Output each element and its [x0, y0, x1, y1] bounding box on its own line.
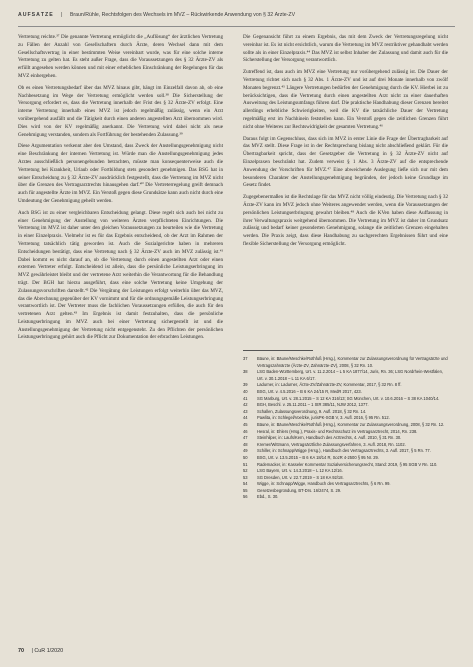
footnote-text: Rademacker, in: Kasseler Kommentar Sozialversicherungsrecht, Stand: 2019, § 95 SGB V Rn. 110. — [257, 461, 438, 467]
footnote — [243, 468, 448, 475]
paragraph: Vertretung reichte.³⁷ Die genannte Vertretung ermöglicht die „Auflösung“ der ärztlichen Vertretung zu Fällen der Anzahl von Gesellschaftern durch Ärzte, deren Wechsel dann mit dem Gesellschaftsvertrag in einer bestimmten Weise vereinbart wurde, was für eine solche interne Vertretung zu gelten hat. Es steht außer Frage, dass die Voraussetzungen des § 32 Ärzte-ZV als erfüllt angesehen werden können und mit einer erheblichen Einschränkung der Regelungen für das MVZ einhergehen. — [18, 34, 223, 79]
footnote-number: 49 — [243, 448, 248, 454]
running-header — [18, 12, 455, 24]
footnote — [243, 475, 448, 482]
footnote-text: Ebd., S. 30. — [257, 494, 279, 500]
running-title: Braun/Rühle, Rechtsfolgen des Wechsels im MVZ – Rückwirkende Anwendung von § 32 Ärzte-ZV — [69, 12, 296, 18]
footnote-text: LSG Bayern, Urt. v. 14.3.2018 – L 12 KA 12/16. — [257, 468, 343, 474]
footnote-text: SG Marburg, Urt. v. 28.1.2015 – S 12 KA 316/13; SG München, Urt. v. 10.6.2016 – S 38 KA 1040/14. — [257, 395, 440, 401]
footnote — [243, 409, 448, 416]
footnote-text: BGH, Beschl. v. 25.11.2011 – 1 StR 385/11, NJW 2012, 1377. — [257, 402, 369, 408]
footnote-number: 52 — [243, 468, 248, 474]
journal-name: CuR 1/2020 — [34, 648, 64, 654]
footnote-text: Ladurner, in: Ladurner, Ärzte-ZV/Zahnärzte-ZV, Kommentar, 2017, § 32 Rn. 8 ff. — [257, 382, 402, 388]
paragraph: Ob es einen Vertretungsbedarf über das MVZ hinaus gibt, hängt im Einzelfall davon ab, ob eine Nachbesetzung im Wege der Vertretung ermöglicht werden soll.³⁸ Die Sicherstellung der Versorgung erfordert es, dass die Vertretung innerhalb der Frist des § 32 Ärzte-ZV erfolgt. Eine interne Vertretung innerhalb eines MVZ ist jedoch regelmäßig zulässig, wenn ein Arzt vorübergehend ausfällt und die Tätigkeit durch einen anderen angestellten Arzt übernommen wird. Dies wird von der KV regelmäßig anerkannt. Die Vertretung wird dabei nicht als neue Genehmigung verstanden, sondern als Fortführung der bestehenden Zulassung.³⁹ — [18, 84, 223, 138]
header-separator: | — [61, 12, 63, 18]
footnotes — [243, 356, 448, 627]
footnote — [243, 481, 448, 488]
footnote-number: 39 — [243, 382, 248, 388]
footnote — [243, 455, 448, 462]
right-column — [243, 34, 448, 345]
footnote-text: BSG, Urt. v. 13.5.2015 – B 6 KA 18/14 R, SozR 4-2500 § 95 Nr. 29. — [257, 454, 379, 460]
footnote — [243, 382, 448, 389]
page-footer — [18, 648, 455, 658]
paragraph: Diese Argumentation verkennt aber den Umstand, dass Zweck der Anstellungsgenehmigung nicht eine Beschränkung der internen Vertretung ist. Würde man die Anstellungsgenehmigung jedes Arztes ausschließlich personengebunden betrachten, müsste man konsequenterweise auch die Vertretung bei Krankheit, Urlaub oder Fortbildung stets gesondert genehmigen. Das BSG hat in seiner Entscheidung zu § 32 Ärzte-ZV ausdrücklich festgestellt, dass die Vertretung im MVZ nicht über die Grenzen des Vertragsarztrechts hinausgehen darf.⁴⁰ Die Vertreterregelung greift demnach auch für angestellte Ärzte im MVZ. Ein Verstoß gegen diese Grundsätze kann auch nicht durch eine Umdeutung der Genehmigung geheilt werden. — [18, 143, 223, 204]
footnote-number: 37 — [243, 356, 248, 361]
footnote — [243, 396, 448, 403]
footnote-number: 46 — [243, 428, 248, 434]
paragraph: Zutreffend ist, dass auch im MVZ eine Vertretung nur vorübergehend zulässig ist. Die Dauer der Vertretung richtet sich nach § 32 Abs. 1 Ärzte-ZV und ist auf drei Monate innerhalb von zwölf Monaten begrenzt.⁴⁵ Längere Vertretungen bedürfen der Genehmigung durch die KV. Hierbei ist zu berücksichtigen, dass die Vertretung durch einen angestellten Arzt nicht zu einer dauerhaften Ausweitung des Leistungsumfangs führen darf. Die praktische Handhabung dieser Grenzen bereitet allerdings erhebliche Schwierigkeiten, weil die KV die tatsächliche Dauer der Vertretung regelmäßig erst im Nachhinein feststellen kann. Ein Verstoß gegen die zeitlichen Grenzen führt nicht ohne Weiteres zur Rechtswidrigkeit der gesamten Vertretung.⁴⁶ — [243, 69, 448, 130]
paragraph: Daraus folgt im Gegenschluss, dass sich im MVZ in erster Linie die Frage der Übertragbarkeit auf das MVZ stellt. Diese Frage ist in der Rechtsprechung bislang nicht abschließend geklärt. Für die Übertragbarkeit spricht, dass der Gesetzgeber die Vertretung in § 32 Ärzte-ZV nicht auf Einzelpraxen beschränkt hat. Zudem verweist § 1 Abs. 3 Ärzte-ZV auf die entsprechende Anwendung der Vorschriften für MVZ.⁴⁷ Eine abweichende Auslegung ließe sich nur mit dem besonderen Charakter der Anstellungsgenehmigung begründen, der jedoch keine Grundlage im Gesetz findet. — [243, 135, 448, 189]
footnote-text: LSG Baden-Württemberg, Urt. v. 11.2.2014 – L 5 KA 1877/14, Juris, Rn. 36; LSG Nordrhein-Westfalen, Urt. v. 30.1.2018 – L 11 KA 6/17. — [257, 369, 443, 381]
footnote-text: Bäune, in: Bäune/Meschke/Rothfuß (Hrsg.), Kommentar zur Zulassungsverordnung für Vertragsärzte und Vertragszahnärzte (Ärzte-ZV, Zahnärzte-ZV), 2008, § 32 Rn. 10. — [257, 356, 448, 368]
left-column — [18, 34, 223, 627]
footnote — [243, 402, 448, 409]
footnote-number: 55 — [243, 487, 248, 493]
footnote-number: 41 — [243, 395, 248, 401]
section-label: AUFSÄTZE — [18, 12, 54, 18]
footnote-number: 45 — [243, 421, 248, 427]
footnote — [243, 415, 448, 422]
footnote — [243, 369, 448, 382]
footnote-text: Pawlita, in: Schlegel/Voelzke, jurisPK-SGB V, 3. Aufl. 2016, § 95 Rn. 512. — [257, 415, 390, 421]
footnote-number: 38 — [243, 369, 248, 375]
footnote-text: Schiller, in: Schnapp/Wigge (Hrsg.), Handbuch des Vertragsarztrechts, 3. Aufl. 2017, § 5 Rn. 77. — [257, 448, 431, 454]
footnote — [243, 442, 448, 449]
footnote-text: BSG, Urt. v. 4.5.2016 – B 6 KA 24/15 R, MedR 2017, 423. — [257, 388, 362, 394]
footnote-number: 51 — [243, 461, 248, 467]
footnote-number: 42 — [243, 402, 248, 408]
footnote-text: Bäune, in: Bäune/Meschke/Rothfuß (Hrsg.), Kommentar zur Zulassungsverordnung, 2008, § 32 Rn. 12. — [257, 421, 445, 427]
footnote-text: Schallen, Zulassungsverordnung, 9. Aufl. 2018, § 32 Rn. 14. — [257, 408, 367, 414]
footnote — [243, 494, 448, 501]
footnote-number: 40 — [243, 388, 248, 394]
paragraph: Die Gegenansicht führt zu einem Ergebnis, das mit dem Zweck der Vertretungsregelung nicht vereinbar ist. Es ist nicht ersichtlich, warum die Vertretung im MVZ restriktiver gehandhabt werden sollte als in einer Einzelpraxis.⁴⁴ Das MVZ ist selbst Inhaber der Zulassung und damit auch für die Sicherstellung der Versorgung verantwortlich. — [243, 34, 448, 64]
footnote — [243, 435, 448, 442]
footnote — [243, 422, 448, 429]
footnote-text: Hesral, in: Ehlers (Hrsg.), Praxis- und Rechtsschutz im Vertragsarztrecht, 2014, Rn. 238. — [257, 428, 418, 434]
footnote — [243, 356, 448, 369]
footnote — [243, 488, 448, 495]
footer-separator: | — [31, 648, 33, 654]
footnote — [243, 389, 448, 396]
footnote-number: 50 — [243, 454, 248, 460]
footnote-number: 56 — [243, 494, 248, 500]
footnote — [243, 429, 448, 436]
footnote-text: Wigge, in: Schnapp/Wigge, Handbuch des Vertragsarztrechts, § 6 Rn. 99. — [257, 481, 391, 487]
footnote — [243, 448, 448, 455]
footnote-text: Kremer/Wittmann, Vertragsärztliche Zulassungsverfahren, 3. Aufl. 2018, Rn. 1102. — [257, 441, 406, 447]
footnote-number: 53 — [243, 474, 248, 480]
header-rule — [18, 26, 455, 27]
footnote-number: 47 — [243, 435, 248, 441]
footnote-number: 43 — [243, 408, 248, 414]
footnote-number: 54 — [243, 481, 248, 487]
page-number: 70 — [18, 648, 24, 654]
footnote-number: 48 — [243, 441, 248, 447]
footnote-number: 44 — [243, 415, 248, 421]
footnote-text: Steinhilper, in: Laufs/Kern, Handbuch des Arztrechts, 4. Aufl. 2010, § 31 Rn. 30. — [257, 435, 402, 441]
footnote-text: Gesetzesbegründung, BT-Drs. 16/2474, S. 29. — [257, 487, 342, 493]
paragraph: Zugegebenermaßen ist die Rechtslage für das MVZ nicht völlig eindeutig. Die Vertretung nach § 32 Ärzte-ZV kann im MVZ jedoch ohne Weiteres angewendet werden, wenn die Voraussetzungen der persönlichen Leistungserbringung gewahrt bleiben.⁴⁸ Auch die KVen haben diese Auffassung in ihrer Verwaltungspraxis weitgehend übernommen. Die Vertretung im MVZ ist daher im Grundsatz zulässig und bedarf keiner gesonderten Genehmigung, solange die zeitlichen Grenzen eingehalten werden. Die Praxis zeigt, dass diese Handhabung zu sachgerechten Ergebnissen führt und eine flexible Sicherstellung der Versorgung ermöglicht. — [243, 194, 448, 247]
footnote — [243, 462, 448, 469]
footnote-rule — [243, 350, 313, 351]
footnote-text: SG Dresden, Urt. v. 22.7.2019 – S 18 KA 92/18. — [257, 474, 344, 480]
paragraph: Auch BSG ist zu einer vergleichbaren Entscheidung gelangt. Diese regelt sich auch bei nicht zu einer Genehmigung der Anstellung von weiteren Ärzten verpflichteten Einrichtungen. Die Vertretung im MVZ ist daher unter den gleichen Voraussetzungen zu beurteilen wie die Vertretung in einer Einzelpraxis. Vielmehr ist es für das Ergebnis entscheidend, ob der Arzt im Rahmen der Vertretung tatsächlich tätig geworden ist. Auch die Sozialgerichte haben in mehreren Entscheidungen bestätigt, dass eine Vertretung nach § 32 Ärzte-ZV auch im MVZ zulässig ist.⁴¹ Dabei kommt es nicht darauf an, ob die Vertretung durch einen angestellten Arzt oder einen externen Vertreter erfolgt. Entscheidend ist allein, dass die persönliche Leistungserbringung im MVZ gewährleistet bleibt und der vertretene Arzt weiterhin die Verantwortung für die Behandlung trägt. Der BGH hat hierzu ausgeführt, dass eine solche Vertretung keine Umgehung der Zulassungsvorschriften darstellt.⁴² Die Vergütung der Leistungen erfolgt weiterhin über das MVZ, das die Abrechnung gegenüber der KV vornimmt und für die ordnungsgemäße Leistungserbringung verantwortlich ist. Der Vertreter muss die fachlichen Voraussetzungen erfüllen, die auch für den vertretenen Arzt gelten.⁴³ Im Ergebnis ist damit festzuhalten, dass die persönliche Leistungserbringung im MVZ auch bei einer Vertretung sichergestellt ist und die Anstellungsgenehmigung der Vertretung nicht entgegensteht. Zu den Pflichten der persönlichen Leistungserbringung gehört auch die Pflicht zur Dokumentation der erbrachten Leistungen. — [18, 209, 223, 341]
